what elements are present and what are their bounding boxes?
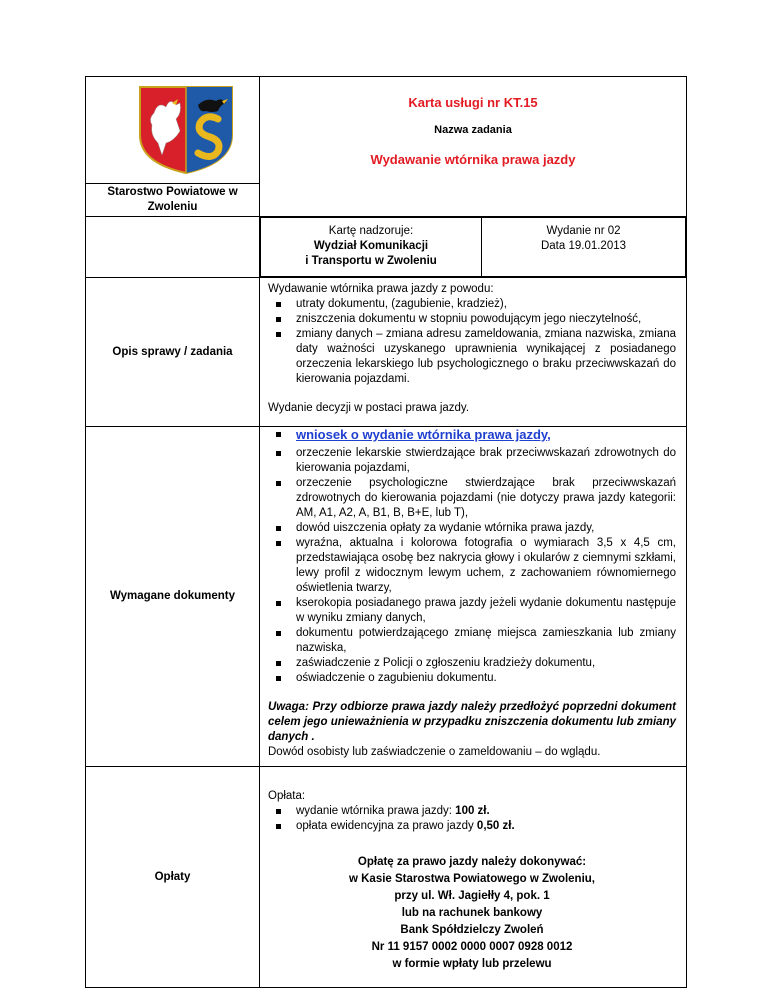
edition-info (482, 218, 686, 277)
payment-line: w formie wpłaty lub przelewu (392, 958, 552, 970)
list-item: dowód uiszczenia opłaty za wydanie wtórnika prawa jazdy, (296, 521, 676, 536)
payment-line: Bank Spółdzielczy Zwoleń (400, 924, 544, 936)
description-intro: Wydawanie wtórnika prawa jazdy z powodu: (268, 283, 494, 295)
list-item: zaświadczenie z Policji o zgłoszeniu kradzieży dokumentu, (296, 656, 676, 671)
fee-item-text: opłata ewidencyjna za prawo jazdy (296, 820, 477, 832)
fees-intro: Opłata: (268, 790, 306, 802)
id-note: Dowód osobisty lub zaświadczenie o zameldowaniu – do wglądu. (268, 746, 601, 758)
fee-item-amount: 100 zł. (455, 805, 490, 817)
title-block (260, 77, 687, 217)
list-item: orzeczenie lekarskie stwierdzające brak przeciwwskazań zdrowotnych do kierowania pojazdami, (296, 447, 676, 474)
fees-list (268, 804, 676, 834)
list-item: zniszczenia dokumentu w stopniu powodującym jego nieczytelność, (296, 312, 676, 327)
list-item: zmiany danych – zmiana adresu zameldowania, zmiana nazwiska, zmiana daty ważności uzyskanego uprawnienia wynikającej z posiadanego orzeczenia lekarskiego lub psychologicznego o braku przeciwwskazań do kierowania pojazdami. (296, 328, 676, 385)
description-list (268, 297, 676, 387)
fees-label: Opłaty (86, 767, 260, 988)
supervision-dept-2: i Transportu w Zwoleniu (305, 255, 437, 267)
edition-number: Wydanie nr 02 (546, 225, 621, 237)
application-form-link[interactable]: wniosek o wydanie wtórnika prawa jazdy (296, 427, 548, 442)
crest-cell (86, 77, 260, 184)
fee-item-amount: 0,50 zł. (476, 820, 515, 832)
edition-date: Data 19.01.2013 (540, 240, 627, 252)
documents-list (268, 427, 676, 686)
list-item: utraty dokumentu, (zagubienie, kradzież), (296, 297, 676, 312)
payment-info (268, 854, 676, 973)
payment-line: Opłatę za prawo jazdy należy dokonywać: (357, 856, 587, 868)
task-name: Wydawanie wtórnika prawa jazdy (370, 152, 576, 167)
description-outcome: Wydanie decyzji w postaci prawa jazdy. (268, 402, 470, 414)
service-card-table (85, 76, 687, 988)
description-label: Opis sprawy / zadania (86, 278, 260, 427)
list-item: wyraźna, aktualna i kolorowa fotografia o wymiarach 3,5 x 4,5 cm, przedstawiająca osobę bez nakrycia głowy i okularów z ciemnymi szkłami, lewy profil z widocznym lewym uchem, z zachowaniem równomiernego oświetlenia twarzy, (296, 537, 676, 594)
documents-label: Wymagane dokumenty (86, 427, 260, 767)
fee-item-duplicate (296, 804, 676, 819)
payment-line: Nr 11 9157 0002 0000 0007 0928 0012 (371, 941, 573, 953)
fee-item-registry (296, 819, 676, 834)
list-item-application (296, 427, 676, 444)
supervision-label: Kartę nadzoruje: (328, 225, 414, 237)
documents-content (260, 427, 687, 767)
supervision-dept-1: Wydział Komunikacji (313, 240, 429, 252)
supervision-cell (260, 217, 687, 278)
fees-content (260, 767, 687, 988)
county-coat-of-arms-icon (136, 83, 236, 175)
fee-item-text: wydanie wtórnika prawa jazdy: (296, 805, 456, 817)
list-item: kserokopia posiadanego prawa jazdy jeżeli wydanie dokumentu następuje w wyniku zmiany danych, (296, 597, 676, 624)
list-item: oświadczenie o zagubieniu dokumentu. (296, 671, 676, 686)
supervision-left-blank (86, 217, 260, 278)
list-item: orzeczenie psychologiczne stwierdzające brak przeciwwskazań zdrowotnych do kierowania pojazdami (nie dotyczy prawa jazdy kategorii: AM, A1, A2, A, B1, B, B+E, lub T), (296, 477, 676, 519)
link-suffix: , (547, 427, 551, 442)
supervision-info (261, 218, 482, 277)
task-label: Nazwa zadania (434, 124, 512, 136)
card-title: Karta usługi nr KT.15 (408, 95, 538, 110)
office-name: Starostwo Powiatowe w Zwoleniu (86, 184, 260, 217)
list-item: dokumentu potwierdzającego zmianę miejsca zamieszkania lub zmiany nazwiska, (296, 627, 676, 654)
payment-line: w Kasie Starostwa Powiatowego w Zwoleniu, (348, 873, 595, 885)
payment-line: lub na rachunek bankowy (401, 907, 543, 919)
supervision-table (260, 217, 686, 277)
payment-line: przy ul. Wł. Jagiełły 4, pok. 1 (394, 890, 550, 902)
description-content (260, 278, 687, 427)
warning-note: Uwaga: Przy odbiorze prawa jazdy należy przedłożyć poprzedni dokument celem jego unieważnienia w przypadku zniszczenia dokumentu lub zmiany danych . (268, 701, 676, 743)
